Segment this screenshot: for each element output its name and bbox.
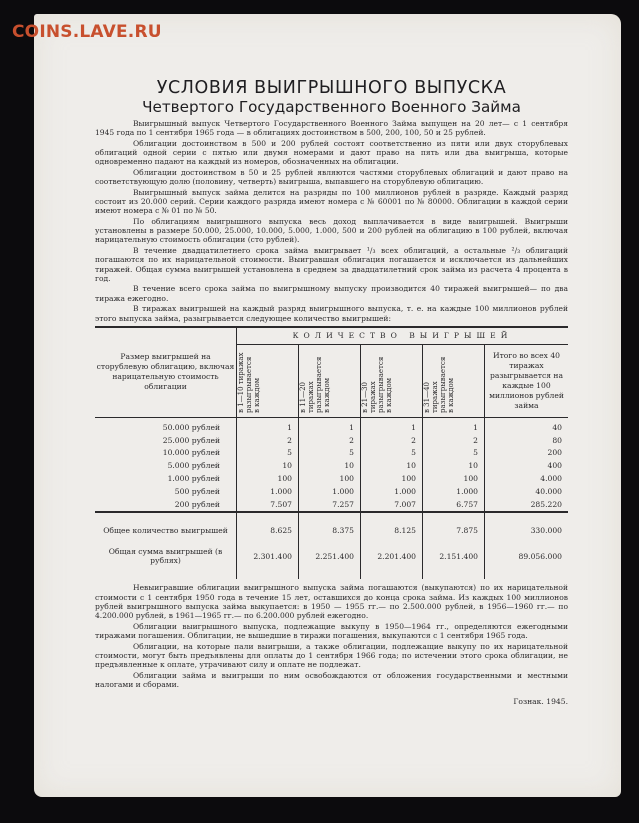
count-cell: 1 (237, 422, 299, 435)
total-cell: 40 (552, 422, 562, 432)
document-subtitle: Четвертого Государственного Военного Займа (142, 98, 521, 116)
prize-cell: 500 рублей (95, 486, 237, 499)
count-cell: 2 (299, 435, 361, 448)
count-cell: 1.000 (423, 486, 485, 499)
paragraph: Облигации займа и выигрыши по ним освобождаются от обложения государственными и местными налогами и сборами. (95, 670, 568, 689)
count-cell: 7.257 (299, 499, 361, 513)
count-cell: 2 (237, 435, 299, 448)
paragraph: В течение всего срока займа по выигрышному выпуску производится 40 тиражей выигрышей— по два тиража ежегодно. (95, 284, 568, 303)
count-cell: 2 (423, 435, 485, 448)
table-row (95, 473, 568, 486)
count-cell: 5 (237, 447, 299, 460)
total-cell: 200 (547, 448, 562, 458)
count-cell: 10 (299, 460, 361, 473)
table-row (95, 486, 568, 499)
total-count-row (95, 519, 568, 541)
count-cell: 6.757 (423, 499, 485, 513)
column-header: в 11—20 тиражах разыгрывается в каждом (299, 344, 361, 417)
paragraph: Невыигравшие облигации выигрышного выпуска займа погашаются (выкупаются) по их нарицательной стоимости с 1 сентября 1950 года в течение 15 лет, оставшихся до конца срока займа. Из каждых 100 миллионов рублей выигрышного выпуска займа выкупается: в 1950 — 1955 гг.— по 2.500.000 рублей, в 1956—1960 гг.— по 4.200.000 рублей, в 1961—1965 гг.— по 6.200.000 рублей ежегодно. (95, 583, 568, 620)
prize-cell: 25.000 рублей (95, 435, 237, 448)
total-cell: 4.000 (540, 473, 562, 483)
table-row (95, 460, 568, 473)
column-header: в 1—10 тиражах разыгрывается в каждом (237, 344, 299, 417)
count-cell: 8.375 (299, 519, 361, 541)
count-cell: 100 (237, 473, 299, 486)
total-cell: 400 (547, 461, 562, 471)
column-header-total: Итого во всех 40 тиражах разыгрывается на каждые 100 миллионов рублей займа (489, 350, 564, 410)
count-cell: 10 (237, 460, 299, 473)
column-header: в 31—40 тиражах разыгрывается в каждом (423, 344, 485, 417)
sum-cell: 2.151.400 (423, 541, 485, 571)
sum-cell: 2.251.400 (299, 541, 361, 571)
paragraph: В тиражах выигрышей на каждый разряд выигрышного выпуска, т. е. на каждые 100 миллионов рублей этого выпуска займа, разыгрывается следующее количество выигрышей: (95, 304, 568, 323)
document-page (34, 14, 621, 797)
prize-cell: 200 рублей (95, 499, 237, 513)
count-cell: 8.125 (361, 519, 423, 541)
total-cell: 40.000 (535, 486, 562, 496)
total-cell: 330.000 (530, 525, 562, 535)
count-cell: 5 (361, 447, 423, 460)
count-cell: 5 (299, 447, 361, 460)
count-cell: 100 (361, 473, 423, 486)
table-row (95, 447, 568, 460)
count-cell: 1 (299, 422, 361, 435)
watermark: COINS.LAVE.RU (12, 22, 162, 42)
count-cell: 2 (361, 435, 423, 448)
paragraph: Выигрышный выпуск Четвертого Государственного Военного Займа выпущен на 20 лет— с 1 сентября 1945 года по 1 сентября 1965 года — в облигациях достоинством в 500, 200, 100, 50 и 25 рублей. (95, 119, 568, 138)
count-cell: 7.007 (361, 499, 423, 513)
column-header: в 21—30 тиражах разыгрывается в каждом (361, 344, 423, 417)
count-cell: 10 (423, 460, 485, 473)
paragraph: Облигации достоинством в 50 и 25 рублей являются частями сторублевых облигаций и дают право на соответствующую долю (половину, четверть) выигрыша, выпавшего на сторублевую облигацию. (95, 168, 568, 187)
total-cell: 80 (552, 435, 562, 445)
document-title: УСЛОВИЯ ВЫИГРЫШНОГО ВЫПУСКА (156, 78, 507, 98)
table-row (95, 499, 568, 513)
total-count-label: Общее количество выигрышей (95, 519, 237, 541)
sum-cell: 2.201.400 (361, 541, 423, 571)
count-cell: 1 (361, 422, 423, 435)
paragraph: Облигации выигрышного выпуска, подлежащие выкупу в 1950—1964 гг., определяются ежегодными тиражами погашения. Облигации, не вышедшие в тиражи погашения, выкупаются с 1 сентября 1965 года. (95, 621, 568, 640)
count-cell: 1.000 (237, 486, 299, 499)
paragraph: По облигациям выигрышного выпуска весь доход выплачивается в виде выигрышей. Выигрыши установлены в размере 50.000, 25.000, 10.000, 5.000, 1.000, 500 и 200 рублей на облигацию в 100 рублей, включая нарицательную стоимость облигации (сто рублей). (95, 217, 568, 245)
sum-cell: 2.301.400 (237, 541, 299, 571)
count-cell: 1.000 (361, 486, 423, 499)
total-sum-row (95, 541, 568, 571)
count-cell: 7.875 (423, 519, 485, 541)
count-cell: 1 (423, 422, 485, 435)
count-cell: 10 (361, 460, 423, 473)
paragraph: Облигации, на которые пали выигрыши, а также облигации, подлежащие выкупу по их нарицательной стоимости, могут быть предъявлены для оплаты до 1 сентября 1966 года; по истечении этого срока облигации, не предъявленные к оплате, утрачивают силу и оплате не подлежат. (95, 641, 568, 669)
prize-cell: 10.000 рублей (95, 447, 237, 460)
count-cell: 100 (299, 473, 361, 486)
count-cell: 5 (423, 447, 485, 460)
count-cell: 100 (423, 473, 485, 486)
total-cell: 89.056.000 (518, 551, 562, 561)
table-group-header: КОЛИЧЕСТВО ВЫИГРЫШЕЙ (237, 327, 569, 345)
table-left-header: Размер выигрышей на сторублевую облигацию, включая нарицательную стоимость облигации (95, 327, 237, 418)
prize-cell: 1.000 рублей (95, 473, 237, 486)
prize-table (95, 326, 568, 580)
count-cell: 8.625 (237, 519, 299, 541)
document-body (95, 78, 568, 706)
paragraph: Облигации достоинством в 500 и 200 рублей состоят соответственно из пяти или двух сторублевых облигаций одной серии с пятью или двумя номерами и дают право на пять или два выигрыша, которые одновременно падают на каждый из номеров, обозначенных на облигации. (95, 138, 568, 167)
paragraph: Выигрышный выпуск займа делится на разряды по 100 миллионов рублей в разряде. Каждый разряд состоит из 20.000 серий. Серии каждого разряда имеют номера с № 60001 по № 80000. Облигации в каждой серии имеют номера с № 01 по № 50. (95, 187, 568, 216)
total-sum-label: Общая сумма выигрышей (в рублях) (95, 541, 237, 571)
prize-cell: 50.000 рублей (95, 422, 237, 435)
table-row (95, 422, 568, 435)
count-cell: 7.507 (237, 499, 299, 513)
printer-imprint: Гознак. 1945. (513, 697, 568, 707)
paragraph: В течение двадцатилетнего срока займа выигрывает ¹/₃ всех облигаций, а остальные ²/₃ облигаций погашаются по их нарицательной стоимости. Выигравшая облигация погашается и исключается из дальнейших тиражей. Общая сумма выигрышей установлена в среднем за двадцатилетний срок займа из расчета 4 процента в год. (95, 246, 568, 283)
prize-cell: 5.000 рублей (95, 460, 237, 473)
count-cell: 1.000 (299, 486, 361, 499)
table-row (95, 435, 568, 448)
total-cell: 285.220 (530, 499, 562, 509)
